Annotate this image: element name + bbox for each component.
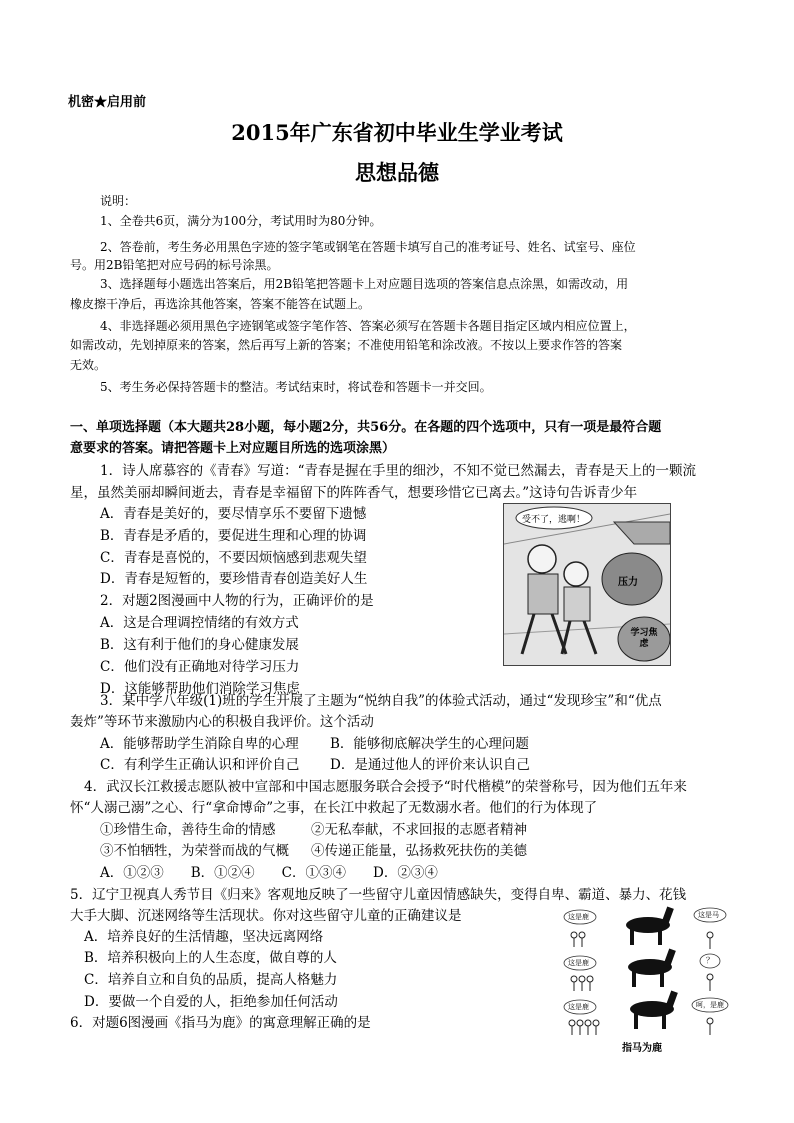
q6-bubble-2: 这是马 bbox=[698, 911, 719, 919]
q6-cartoon-drawing bbox=[560, 905, 730, 1055]
section-heading: 一、单项选择题（本大题共28小题，每小题2分，共56分。在各题的四个选项中，只有一项是最符合题 bbox=[70, 420, 662, 435]
q6-stem: 6．对题6图漫画《指马为鹿》的寓意理解正确的是 bbox=[70, 1015, 371, 1031]
q4-statement-3: ③不怕牺牲，为荣誉而战的气概 bbox=[100, 843, 289, 859]
q4-statement-4: ④传递正能量，弘扬救死扶伤的美德 bbox=[311, 843, 527, 859]
q3-stem-cont: 轰炸”等环节来激励内心的积极自我评价。这个活动 bbox=[70, 714, 374, 730]
q3-option-c: C．有利学生正确认识和评价自己 bbox=[100, 757, 300, 773]
q2-stem: 2．对题2图漫画中人物的行为，正确评价的是 bbox=[100, 593, 374, 609]
instruction-3: 3、选择题每小题选出答案后，用2B铅笔把答题卡上对应题目选项的答案信息点涂黑，如需改动，用 bbox=[100, 277, 629, 291]
q2-option-a: A．这是合理调控情绪的有效方式 bbox=[100, 615, 299, 631]
q6-bubble-5: 这是鹿 bbox=[568, 1003, 589, 1011]
q2-bubble-text: 受不了，逃啊！ bbox=[522, 515, 586, 525]
q3-option-a: A．能够帮助学生消除自卑的心理 bbox=[100, 736, 299, 752]
instruction-2: 2、答卷前，考生务必用黑色字迹的签字笔或钢笔在答题卡填写自己的准考证号、姓名、试室号、座位 bbox=[100, 240, 636, 254]
q6-cartoon-caption: 指马为鹿 bbox=[622, 1043, 662, 1054]
confidential-label: 机密★启用前 bbox=[68, 95, 147, 110]
q6-bubble-1: 这是鹿 bbox=[568, 913, 589, 921]
q2-rock-pressure: 压力 bbox=[618, 577, 638, 588]
q1-stem: 1．诗人席慕容的《青春》写道：“青春是握在手里的细沙，不知不觉已然漏去，青春是天上的一颗流 bbox=[100, 463, 696, 479]
instruction-4-cont2: 无效。 bbox=[70, 358, 107, 372]
q4-statement-1: ①珍惜生命，善待生命的情感 bbox=[100, 822, 276, 838]
instruction-2-cont: 号。用2B铅笔把对应号码的标号涂黑。 bbox=[70, 258, 279, 272]
q2-cartoon bbox=[503, 503, 671, 666]
instructions-heading: 说明： bbox=[100, 194, 137, 208]
section-heading-cont: 意要求的答案。请把答题卡上对应题目所选的选项涂黑） bbox=[70, 441, 396, 456]
q1-stem-cont: 星，虽然美丽却瞬间逝去，青春是幸福留下的阵阵香气，想要珍惜它已离去。”这诗句告诉青少年 bbox=[70, 485, 638, 501]
q1-option-b: B．青春是矛盾的，要促进生理和心理的协调 bbox=[100, 528, 367, 544]
exam-title: 2015年广东省初中毕业生学业考试 bbox=[231, 120, 563, 145]
q6-bubble-4: ？ bbox=[706, 956, 714, 965]
q2-rock-anxiety: 学习焦虑 bbox=[630, 628, 658, 649]
q5-stem-cont: 大手大脚、沉迷网络等生活现状。你对这些留守儿童的正确建议是 bbox=[70, 908, 462, 924]
q3-option-b: B．能够彻底解决学生的心理问题 bbox=[330, 736, 529, 752]
q4-options: A．①②③ B．①②④ C．①③④ D．②③④ bbox=[100, 865, 438, 881]
q5-option-c: C．培养自立和自负的品质，提高人格魅力 bbox=[84, 972, 338, 988]
instruction-4: 4、非选择题必须用黑色字迹钢笔或签字笔作答、答案必须写在答题卡各题目指定区域内相应位置上， bbox=[100, 319, 636, 333]
instruction-5: 5、考生务必保持答题卡的整洁。考试结束时，将试卷和答题卡一并交回。 bbox=[100, 380, 492, 394]
q1-option-c: C．青春是喜悦的，不要因烦恼感到悲观失望 bbox=[100, 550, 367, 566]
instruction-4-cont: 如需改动，先划掉原来的答案，然后再写上新的答案；不准使用铅笔和涂改液。不按以上要求作答的答案 bbox=[70, 338, 623, 352]
q2-option-c: C．他们没有正确地对待学习压力 bbox=[100, 659, 300, 675]
instruction-3-cont: 橡皮擦干净后，再选涂其他答案，答案不能答在试题上。 bbox=[70, 297, 371, 311]
q4-statement-2: ②无私奉献，不求回报的志愿者精神 bbox=[311, 822, 527, 838]
q2-option-d: D．这能够帮助他们消除学习焦虑 bbox=[100, 681, 300, 697]
q5-option-b: B．培养积极向上的人生态度，做自尊的人 bbox=[84, 950, 337, 966]
q3-option-d: D．是通过他人的评价来认识自己 bbox=[330, 757, 530, 773]
q5-stem: 5．辽宁卫视真人秀节目《归来》客观地反映了一些留守儿童因情感缺失，变得自卑、霸道、暴力、花钱 bbox=[70, 887, 687, 903]
q3-stem: 3．某中学八年级(1)班的学生开展了主题为“悦纳自我”的体验式活动，通过“发现珍宝”和“优点 bbox=[100, 693, 662, 709]
q6-cartoon bbox=[560, 905, 730, 1055]
q6-bubble-3: 这是鹿 bbox=[568, 959, 589, 967]
instruction-1: 1、全卷共6页，满分为100分，考试用时为80分钟。 bbox=[100, 214, 382, 228]
q1-option-a: A．青春是美好的，要尽情享乐不要留下遗憾 bbox=[100, 506, 367, 522]
q6-bubble-6: 呵，是鹿 bbox=[696, 1001, 724, 1009]
q4-stem-cont: 怀“人溺己溺”之心、行“拿命博命”之事，在长江中救起了无数溺水者。他们的行为体现了 bbox=[70, 800, 598, 816]
q1-option-d: D．青春是短暂的，要珍惜青春创造美好人生 bbox=[100, 571, 368, 587]
q5-option-d: D．要做一个自爱的人，拒绝参加任何活动 bbox=[84, 994, 338, 1010]
q5-option-a: A．培养良好的生活情趣，坚决远离网络 bbox=[84, 929, 324, 945]
q2-option-b: B．这有利于他们的身心健康发展 bbox=[100, 637, 299, 653]
exam-subject: 思想品德 bbox=[355, 160, 439, 185]
q4-stem: 4．武汉长江救援志愿队被中宣部和中国志愿服务联合会授予“时代楷模”的荣誉称号，因为他们五年来 bbox=[84, 779, 687, 795]
